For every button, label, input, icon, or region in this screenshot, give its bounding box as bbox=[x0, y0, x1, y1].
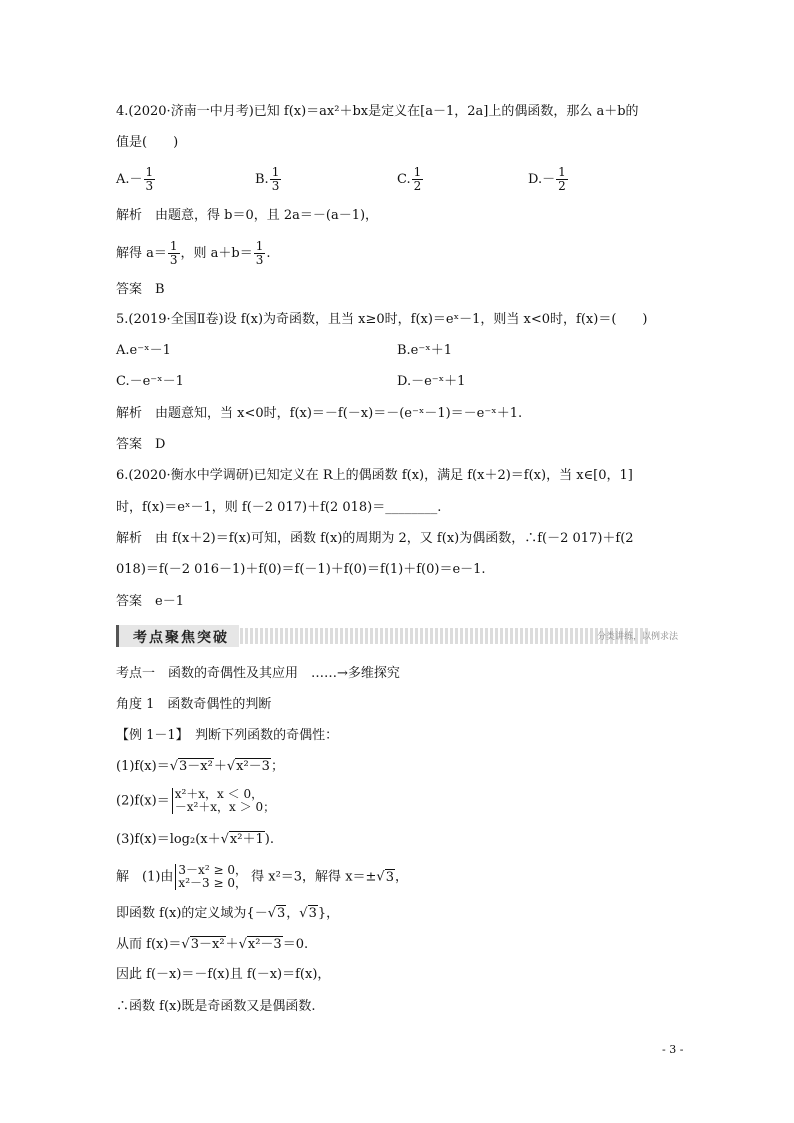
item-3: (3)f(x)＝log₂(x＋√x²＋1). bbox=[116, 832, 274, 847]
banner-subtitle: 分类讲练，以例求法 bbox=[596, 632, 678, 642]
banner-stripe bbox=[240, 628, 650, 644]
q5-option-a: A.e⁻ˣ－1 bbox=[116, 343, 171, 358]
solution-line-4: 因此 f(－x)＝－f(x)且 f(－x)＝f(x)， bbox=[116, 967, 331, 982]
item-2: (2)f(x)＝ x²＋x，x ＜ 0， －x²＋x，x ＞ 0； bbox=[116, 787, 276, 814]
q5-option-c: C.－e⁻ˣ－1 bbox=[116, 374, 184, 389]
q4-line1: 4.(2020·济南一中月考)已知 f(x)＝ax²＋bx是定义在[a－1，2a]上的偶函数，那么 a＋b的 bbox=[116, 104, 639, 119]
q4-option-b: B. $\frac{1}{3}$ bbox=[255, 165, 280, 193]
banner-title-box bbox=[116, 625, 239, 647]
q4-line2: 值是( ) bbox=[116, 135, 179, 150]
q5-solution: 解析 由题意知，当 x<0时，f(x)＝－f(－x)＝－(e⁻ˣ－1)＝－e⁻ˣ＋1. bbox=[116, 406, 523, 421]
solution-line-1: 解 (1)由 3－x² ≥ 0， x²－3 ≥ 0， 得 x²＝3，解得 x＝±√3， bbox=[116, 863, 409, 890]
q5-option-d: D.－e⁻ˣ＋1 bbox=[397, 374, 466, 389]
q4-option-c: C. $\frac{1}{2}$ bbox=[397, 165, 422, 193]
q4-option-a: A.－ $\frac{1}{3}$ bbox=[116, 165, 154, 193]
q4-solution-line1: 解析 由题意，得 b＝0，且 2a＝－(a－1)， bbox=[116, 208, 379, 223]
q6-answer: 答案 e－1 bbox=[116, 594, 184, 609]
q5-answer: 答案 D bbox=[116, 437, 166, 452]
item-1: (1)f(x)＝√3－x²＋√x²－3； bbox=[116, 759, 284, 774]
solution-line-3: 从而 f(x)＝√3－x²＋√x²－3＝0. bbox=[116, 937, 309, 952]
q6-line1: 6.(2020·衡水中学调研)已知定义在 R上的偶函数 f(x)，满足 f(x＋2)＝f(x)，当 x∈[0，1] bbox=[116, 468, 633, 483]
q6-line2: 时，f(x)＝eˣ－1，则 f(－2 017)＋f(2 018)＝________. bbox=[116, 500, 442, 515]
piecewise-brace: x²＋x，x ＜ 0， －x²＋x，x ＞ 0； bbox=[172, 788, 275, 814]
q4-answer: 答案 B bbox=[116, 282, 165, 297]
condition-brace: 3－x² ≥ 0， x²－3 ≥ 0， bbox=[175, 864, 247, 890]
q4-solution-line2: 解得 a＝ $\frac{1}{3}$ ，则 a＋b＝ $\frac{1}{3}$ . bbox=[116, 239, 271, 267]
q5-option-b: B.e⁻ˣ＋1 bbox=[397, 343, 453, 358]
angle-heading: 角度 1 函数奇偶性的判断 bbox=[116, 697, 272, 712]
q6-solution-line2: 018)＝f(－2 016－1)＋f(0)＝f(－1)＋f(0)＝f(1)＋f(0)＝e－1. bbox=[116, 562, 486, 577]
solution-line-2: 即函数 f(x)的定义域为{－√3，√3}， bbox=[116, 906, 340, 921]
solution-line-5: ∴函数 f(x)既是奇函数又是偶函数. bbox=[116, 999, 316, 1014]
section-banner bbox=[116, 625, 678, 647]
q4-option-d: D.－ $\frac{1}{2}$ bbox=[528, 165, 566, 193]
page-number: - 3 - bbox=[662, 1043, 684, 1056]
banner-title: 考点聚焦突破 bbox=[133, 630, 229, 646]
point-heading: 考点一 函数的奇偶性及其应用 ……→多维探究 bbox=[116, 666, 400, 681]
q6-solution-line1: 解析 由 f(x＋2)＝f(x)可知，函数 f(x)的周期为 2，又 f(x)为偶函数，∴f(－2 017)＋f(2 bbox=[116, 531, 634, 546]
q5-line1: 5.(2019·全国Ⅱ卷)设 f(x)为奇函数，且当 x≥0时，f(x)＝eˣ－1，则当 x<0时，f(x)＝( ) bbox=[116, 312, 648, 327]
example-heading: 【例 1－1】 判断下列函数的奇偶性： bbox=[116, 728, 339, 743]
